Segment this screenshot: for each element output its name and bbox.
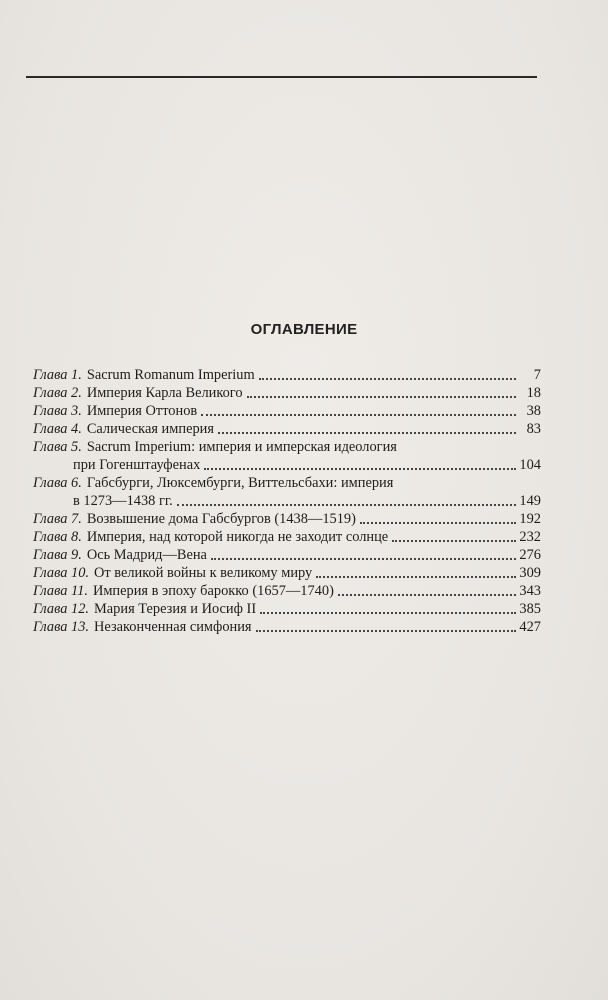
chapter-title: Габсбурги, Люксембурги, Виттельсбахи: империя [86,475,394,491]
page-number: 276 [519,547,541,563]
chapter-title: Возвышение дома Габсбургов (1438—1519) [86,511,356,527]
toc-entry-1[interactable] [33,366,541,384]
chapter-title-continued: при Гогенштауфенах [73,457,201,473]
toc-entry-7[interactable] [33,510,541,528]
page-number: 385 [519,601,541,617]
chapter-title: Ось Мадрид—Вена [86,547,207,563]
chapter-title: Империя Карла Великого [86,385,243,401]
chapter-label: Глава 3. [33,403,82,419]
chapter-second-line [33,492,541,510]
chapter-title: Мария Терезия и Иосиф II [94,601,257,617]
dot-leader [360,522,516,524]
chapter-label: Глава 6. [33,475,82,491]
chapter-label: Глава 11. [33,583,88,599]
dot-leader [204,468,516,470]
chapter-title: Империя в эпоху барокко (1657—1740) [92,583,334,599]
chapter-first-line [33,474,541,492]
toc-entry-3[interactable] [33,402,541,420]
chapter-label: Глава 8. [33,529,82,545]
toc-entry-13[interactable] [33,618,541,636]
toc-entry-9[interactable] [33,546,541,564]
chapter-label: Глава 10. [33,565,89,581]
toc-entry-10[interactable] [33,564,541,582]
toc-entry-2[interactable] [33,384,541,402]
dot-leader [177,504,516,506]
chapter-label: Глава 2. [33,385,82,401]
chapter-title: Империя, над которой никогда не заходит солнце [86,529,389,545]
page-number: 192 [519,511,541,527]
page-number: 427 [519,619,541,635]
chapter-title: Sacrum Imperium: империя и имперская идеология [86,439,397,455]
dot-leader [259,378,516,380]
page-number: 83 [526,421,541,437]
page-number: 343 [519,583,541,599]
chapter-title: Салическая империя [86,421,214,437]
chapter-title-continued: в 1273—1438 гг. [73,493,173,509]
chapter-second-line [33,456,541,474]
header-rule [26,76,537,78]
page-number: 232 [519,529,541,545]
dot-leader [338,594,516,596]
toc-entry-6[interactable] [33,474,541,510]
dot-leader [247,396,516,398]
toc-entry-8[interactable] [33,528,541,546]
chapter-label: Глава 5. [33,439,82,455]
page-number: 18 [526,385,541,401]
toc-entry-4[interactable] [33,420,541,438]
toc-entry-11[interactable] [33,582,541,600]
dot-leader [316,576,516,578]
chapter-title: Sacrum Romanum Imperium [86,367,255,383]
chapter-title: От великой войны к великому миру [94,565,313,581]
chapter-label: Глава 13. [33,619,89,635]
dot-leader [201,414,516,416]
chapter-label: Глава 12. [33,601,89,617]
chapter-label: Глава 9. [33,547,82,563]
toc-entry-12[interactable] [33,600,541,618]
page-number: 104 [519,457,541,473]
dot-leader [211,558,516,560]
toc-title: ОГЛАВЛЕНИЕ [250,321,358,338]
toc-list [33,366,541,636]
chapter-first-line [33,438,541,456]
dot-leader [392,540,516,542]
chapter-label: Глава 7. [33,511,82,527]
chapter-label: Глава 4. [33,421,82,437]
chapter-label: Глава 1. [33,367,82,383]
page-number: 149 [519,493,541,509]
dot-leader [256,630,516,632]
page-number: 7 [533,367,541,383]
toc-entry-5[interactable] [33,438,541,474]
chapter-title: Незаконченная симфония [94,619,252,635]
chapter-title: Империя Оттонов [86,403,198,419]
dot-leader [260,612,516,614]
page-number: 309 [519,565,541,581]
dot-leader [218,432,516,434]
page-number: 38 [526,403,541,419]
